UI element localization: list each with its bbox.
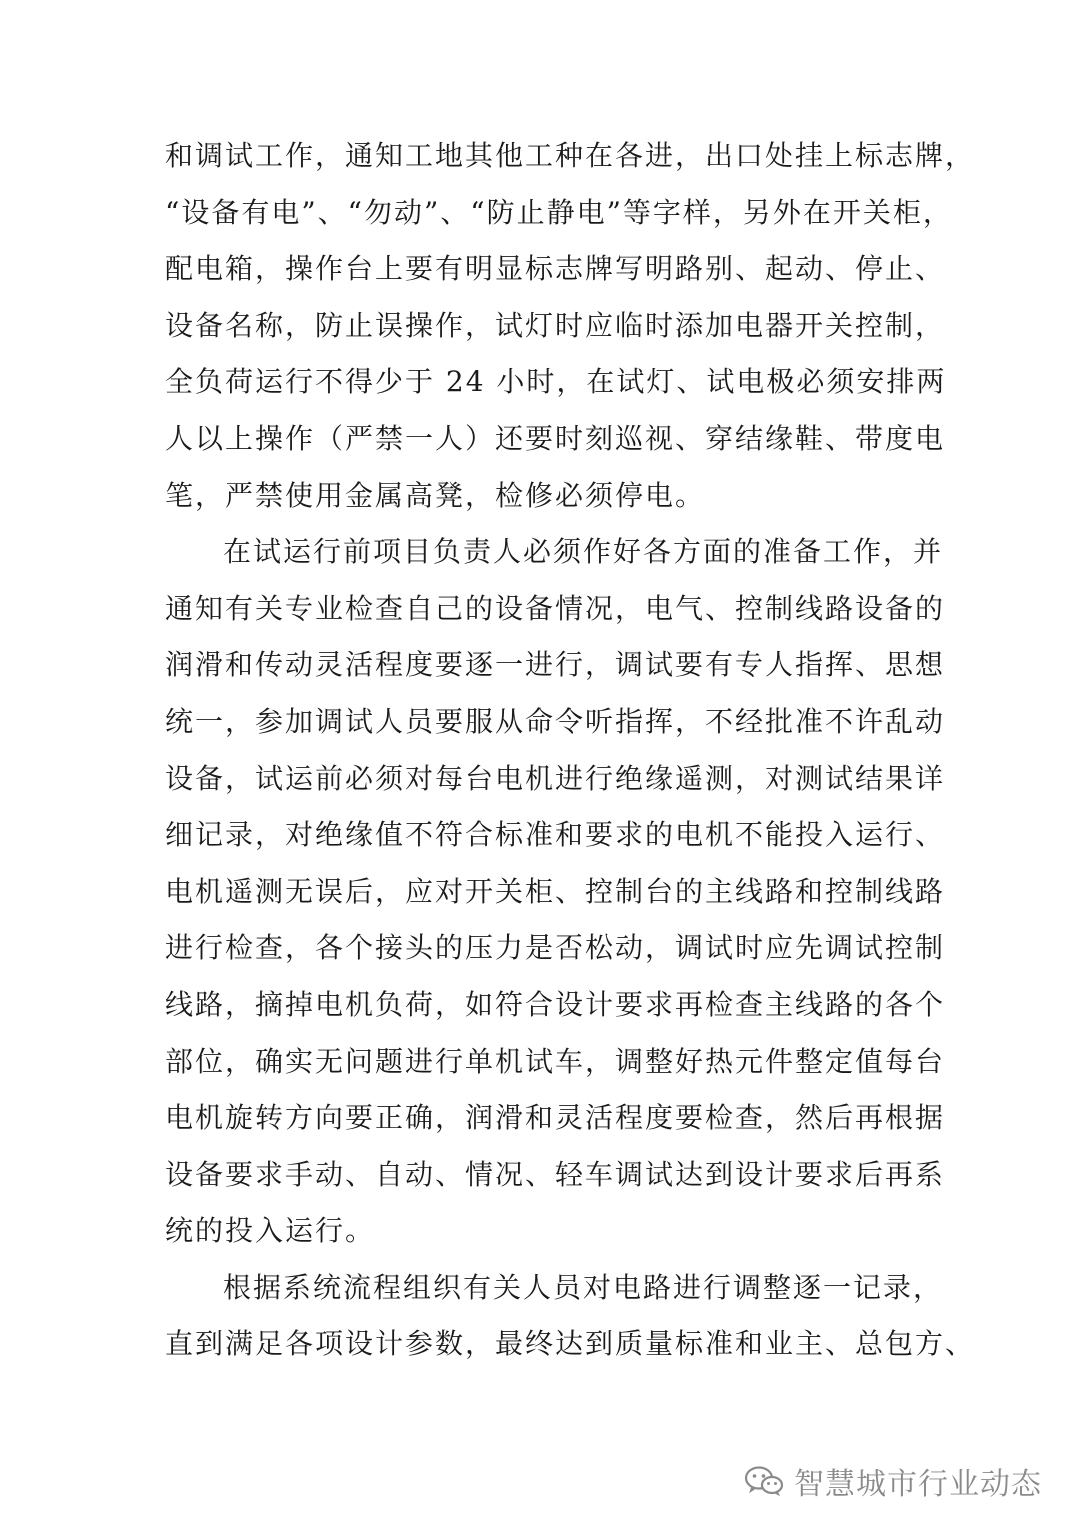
text-line: 润滑和传动灵活程度要逐一进行，调试要有专人指挥、思想 [165,648,946,682]
text-line: 全负荷运行不得少于 24 小时，在试灯、试电极必须安排两 [165,365,947,399]
paragraph-first-line: 根据系统流程组织有关人员对电路进行调整逐一记录， [223,1270,944,1304]
text-line: 部位，确实无问题进行单机试车，调整好热元件整定值每台 [165,1044,946,1078]
text-line: 进行检查，各个接头的压力是否松动，调试时应先调试控制 [165,931,946,965]
text-line: 统的投入运行。 [165,1214,376,1248]
text-line: “设备有电”、“勿动”、“防止静电”等字样，另外在开关柜， [165,195,953,229]
text-line: 设备要求手动、自动、情况、轻车调试达到设计要求后再系 [165,1157,946,1191]
text-line: 和调试工作，通知工地其他工种在各进，出口处挂上标志牌， [165,139,976,172]
text-line: 设备名称，防止误操作，试灯时应临时添加电器开关控制， [165,308,946,342]
text-line: 电机旋转方向要正确，润滑和灵活程度要检查，然后再根据 [165,1101,946,1135]
text-line: 人以上操作（严禁一人）还要时刻巡视、穿结缘鞋、带度电 [165,421,946,455]
text-line: 细记录，对绝缘值不符合标准和要求的电机不能投入运行、 [165,818,946,852]
text-line: 通知有关专业检查自己的设备情况，电气、控制线路设备的 [165,591,946,625]
watermark-text: 智慧城市行业动态 [794,1467,1042,1502]
text-line: 线路，摘掉电机负荷，如符合设计要求再检查主线路的各个 [165,987,946,1021]
text-line: 电机遥测无误后，应对开关柜、控制台的主线路和控制线路 [165,874,946,908]
wechat-icon [744,1465,784,1497]
text-line: 设备，试运前必须对每台电机进行绝缘遥测，对测试结果详 [165,761,946,795]
paragraph-first-line: 在试运行前项目负责人必须作好各方面的准备工作，并 [223,535,944,569]
text-line: 直到满足各项设计参数，最终达到质量标准和业主、总包方、 [165,1327,976,1361]
text-line: 笔，严禁使用金属高凳，检修必须停电。 [165,478,706,512]
body-text [165,128,976,1373]
wechat-watermark [744,1459,1042,1503]
text-line: 配电箱，操作台上要有明显标志牌写明路别、起动、停止、 [165,252,946,286]
text-line: 统一，参加调试人员要服从命令听指挥，不经批准不许乱动 [165,704,946,738]
